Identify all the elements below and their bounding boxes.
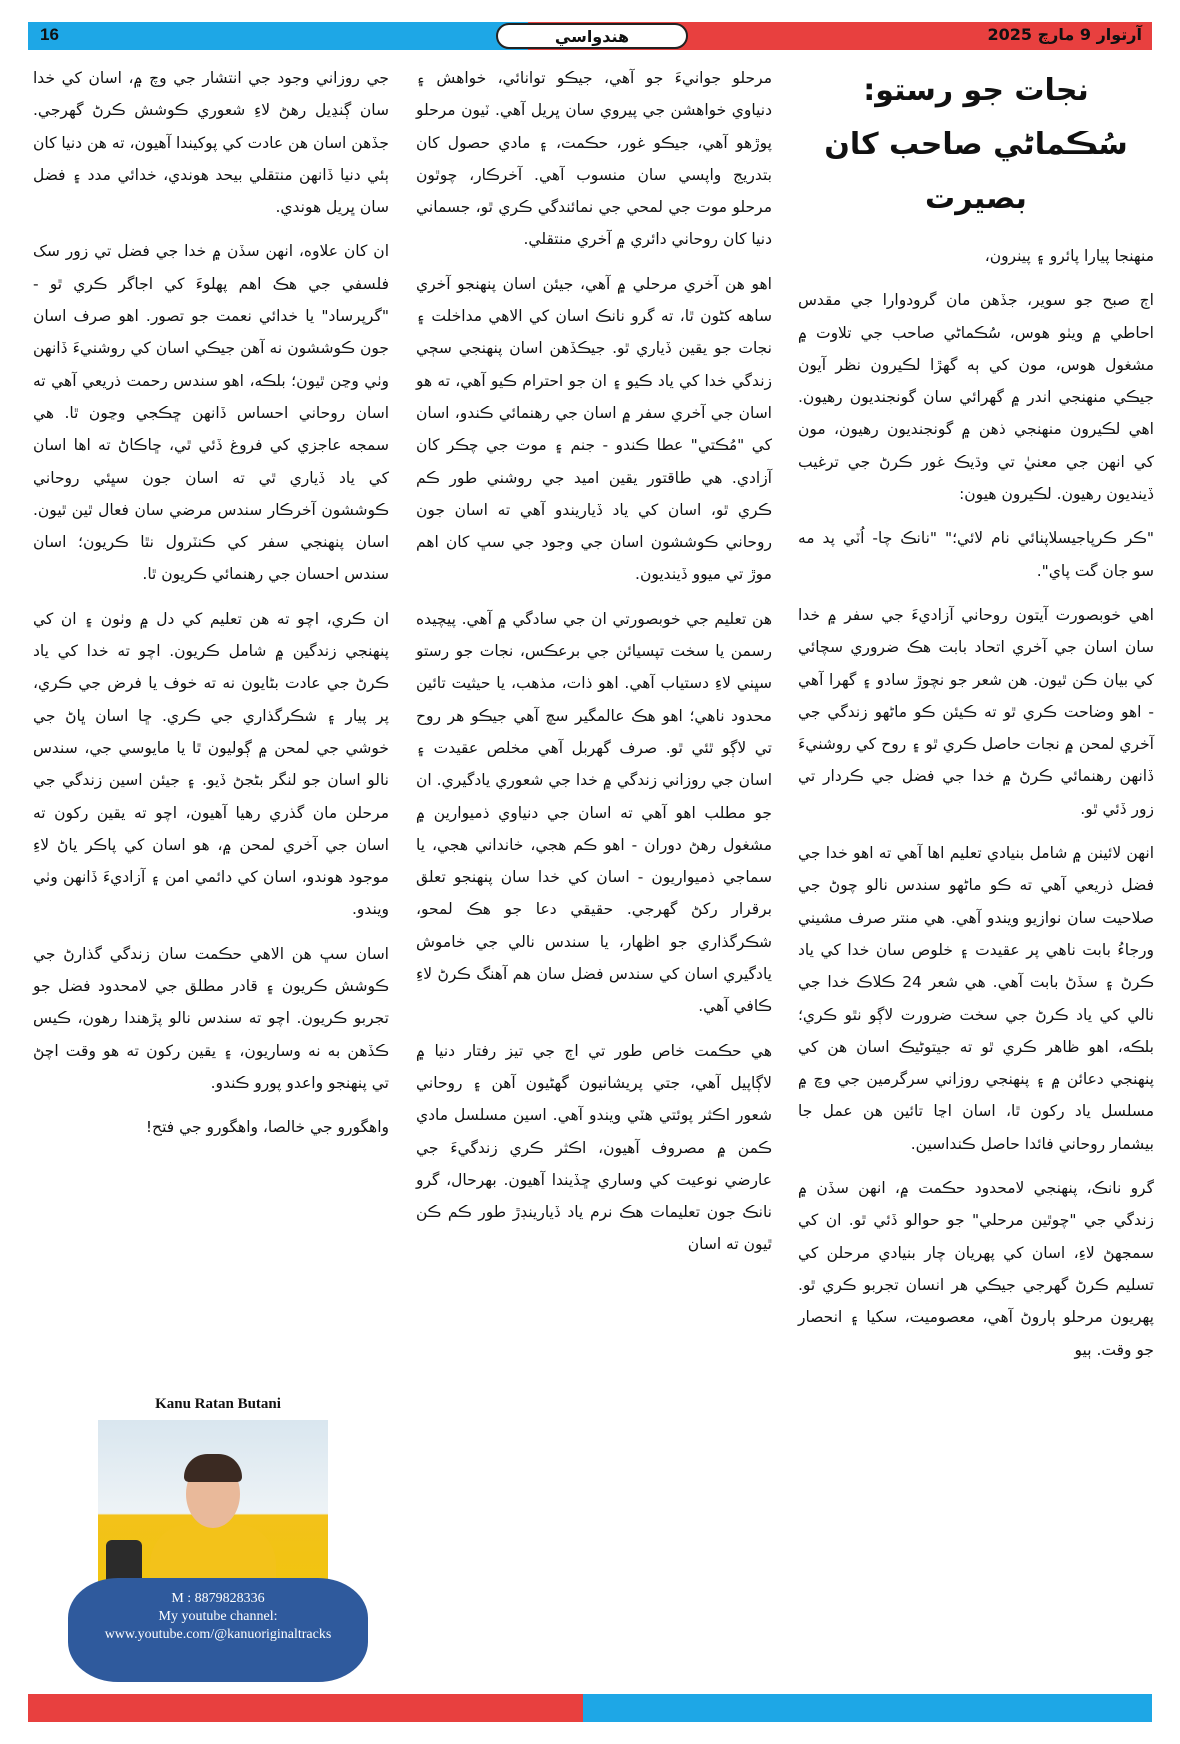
author-photo [98, 1420, 328, 1590]
article-column-left [33, 62, 389, 1156]
header-strip [28, 22, 1152, 50]
author-channel-label: My youtube channel: [158, 1609, 278, 1624]
author-block [68, 1392, 368, 1692]
salutation: منهنجا پيارا پائرو ۽ پينرون، [984, 247, 1154, 265]
paragraph: جي روزاني وجود جي انتشار جي وچ ۾، اسان کي خدا سان ڳنڍيل رهڻ لاءِ شعوري ڪوشش ڪرڻ گهرجي. جڏهن اسان هن عادت کي پوکيندا آهيون، ته هن دنيا کان ٻئي دنيا ڏانهن منتقلي بيحد هوندي، خدائي مدد ۽ فضل سان ڀريل هوندي. [33, 69, 389, 217]
author-name: Kanu Ratan Butani [155, 1396, 281, 1412]
paragraph: اهي خوبصورت آيتون روحاني آزاديءَ جي سفر ۾ خدا سان اسان جي آخري اتحاد بابت هڪ ضروري سچائي کي بيان ڪن ٿيون. هن شعر جو نچوڙ سادو ۽ گهرا آهي - اهو وضاحت ڪري ٿو ته ڪيئن ڪو ماڻهو زندگي جي آخري لمحن ۾ نجات حاصل ڪري ٿو ۽ روح کي روشنيءَ ڏانهن رهنمائي ڪرڻ ۾ خدا جي فضل جي ڪردار تي زور ڏئي ٿو. [798, 605, 1154, 818]
footer-red-bar [28, 1694, 583, 1722]
paragraph: هن تعليم جي خوبصورتي ان جي سادگي ۾ آهي. پيچيده رسمن يا سخت تپسيائن جي برعڪس، نجات جو رستو سڀني لاءِ دستياب آهي. اهو ذات، مذهب، يا حيثيت تائين محدود ناهي؛ اهو هڪ عالمگير سچ آهي جيڪو هر روح تي لاڳو ٿئي ٿو. صرف گهربل آهي مخلص عقيدت ۽ اسان جي روزاني زندگي ۾ خدا جي شعوري يادگيري. ان جو مطلب اهو آهي ته اسان جي دنياوي ذميوارين ۾ مشغول رهڻ دوران - اهو ڪم هجي، خانداني هجي، يا سماجي ذميواريون - اسان کي خدا سان پنهنجو تعلق برقرار رکڻ گهرجي. حقيقي دعا جو هڪ لمحو، شڪرگذاري جو اظهار، يا سندس نالي جي خاموش يادگيري اسان کي سندس فضل سان هم آهنگ ڪرڻ لاءِ ڪافي آهي. [416, 609, 772, 1016]
header-blue-bar [28, 22, 528, 50]
photo-hair [184, 1454, 242, 1482]
issue-date: آرتوار 9 مارچ 2025 [987, 25, 1142, 44]
paragraph: اهو هن آخري مرحلي ۾ آهي، جيئن اسان پنهنجو آخري ساهه کڻون ٿا، ته گرو نانڪ اسان کي الاهي مداخلت ۽ نجات جو يقين ڏياري ٿو. جيڪڏهن اسان پنهنجي سڄي زندگي خدا کي ياد ڪيو ۽ ان جو احترام ڪيو آهي، ته هو اسان جي آخري سفر ۾ اسان جي رهنمائي ڪندو، اسان کي "مُڪتي" عطا ڪندو - جنم ۽ موت جي چڪر کان آزادي. هي طاقتور يقين اميد جي روشني طور ڪم ڪري ٿو، اسان کي ياد ڏياريندو آهي ته اسان جون روحاني ڪوششون اسان جي وجود جي سڀ کان اهم موڙ تي ميوو ڏينديون. [416, 274, 772, 584]
paragraph: هي حڪمت خاص طور تي اڄ جي تيز رفتار دنيا ۾ لاڳاپيل آهي، جتي پريشانيون گهڻيون آهن ۽ روحاني شعور اڪثر پوئتي هٽي ويندو آهي. اسين مسلسل مادي ڪمن ۾ مصروف آهيون، اڪثر ڪري زندگيءَ جي عارضي نوعيت کي وساري ڇڏيندا آهيون. بهرحال، گرو نانڪ جون تعليمات هڪ نرم ياد ڏيارينڊڙ طور ڪم ڪن ٿيون ته اسان [416, 1041, 772, 1254]
paragraph: ان کان علاوه، انهن سڏن ۾ خدا جي فضل تي زور سک فلسفي جي هڪ اهم پهلوءَ کي اجاگر ڪري ٿو - "گرپرساد" يا خدائي نعمت جو تصور. اهو صرف اسان جون ڪوششون نه آهن جيڪي اسان کي روشنيءَ ڏانهن وٺي وڃن ٿيون؛ بلڪه، اهو سندس رحمت ذريعي آهي ته اسان روحاني احساس ڏانهن ڇڪجي وڃون ٿا. هي سمجه عاجزي کي فروغ ڏئي ٿي، ڇاڪاڻ ته اها اسان کي ياد ڏياري ٿي ته اسان جون سڀئي روحاني ڪوششون آخرڪار سندس مرضي سان فعال ٿين ٿيون. اسان پنهنجي سفر کي ڪنٽرول نٿا ڪريون؛ اسان سندس احسان جي رهنمائي ڪريون ٿا. [33, 242, 389, 584]
paragraph: اسان سڀ هن الاهي حڪمت سان زندگي گذارڻ جي ڪوشش ڪريون ۽ قادر مطلق جي لامحدود فضل جو تجربو ڪريون. اچو ته سندس نالو پڙهندا رهون، ڪيس ڪڏهن به نه وساريون، ۽ يقين رکون ته هو وقت اچڻ تي پنهنجو واعدو پورو ڪندو. [33, 944, 389, 1092]
article-column-right [798, 62, 1154, 1378]
page-number: 16 [40, 25, 59, 44]
footer-blue-bar [583, 1694, 1152, 1722]
article-title: نجات جو رستو: سُڪماڻي صاحب کان بصيرت [824, 73, 1128, 216]
article-column-middle [416, 62, 772, 1273]
paragraph: انهن لائينن ۾ شامل بنيادي تعليم اها آهي ته اهو خدا جي فضل ذريعي آهي ته ڪو ماڻهو سندس نالو چوڻ جي صلاحيت سان نوازيو ويندو آهي. هي منتر صرف مشيني ورجاءُ بابت ناهي پر عقيدت ۽ خلوص سان خدا کي ياد ڪرڻ ۽ سڏڻ بابت آهي. هي شعر 24 ڪلاڪ خدا جي نالي کي ياد ڪرڻ جي سخت ضرورت لاڳو نٿو ڪري؛ بلڪه، اهو ظاهر ڪري ٿو ته جيتوڻيڪ اسان هن کي پنهنجي دعائن ۾ ۽ پنهنجي روزاني سرگرمين جي وچ ۾ مسلسل ياد رکون ٿا، اسان اڃا تائين هن عمل جا بيشمار روحاني فائدا حاصل ڪنداسين. [798, 844, 1155, 1153]
footer-strip [28, 1694, 1152, 1722]
paragraph: اڄ صبح جو سوير، جڏهن مان گرودوارا جي مقدس احاطي ۾ ويٺو هوس، سُڪماڻي صاحب جي تلاوت ۾ مشغول هوس، مون کي ٻه گهڙا لڪيرون نظر آيون جيڪي منهنجي اندر ۾ گهرائي سان گونجنديون رهيون. اهي لڪيرون منهنجي ذهن ۾ گونجنديون رهيون، مون کي انهن جي معنيٰ تي وڌيڪ غور ڪرڻ جي ترغيب ڏينديون رهيون. لڪيرون هيون: [798, 291, 1154, 504]
author-mobile: M : 8879828336 [171, 1591, 265, 1606]
paragraph: "ڪر ڪرپاجيسلاپنائي نام لائي؛" "نانڪ چا- اُٽي پد مه سو جان گت پاي". [798, 529, 1154, 580]
paragraph: ان ڪري، اچو ته هن تعليم کي دل ۾ وٺون ۽ ان کي پنهنجي زندگين ۾ شامل ڪريون. اچو ته خدا کي ياد ڪرڻ جي عادت بڻايون نه ته خوف يا فرض جي ڪري، پر پيار ۽ شڪرگذاري جي ڪري. ڇا اسان ڀاڻ جي خوشي جي لمحن ۾ ڳوليون ٿا يا مايوسي جي، سندس نالو اسان جو لنگر بڻجڻ ڏيو. ۽ جيئن اسين زندگي جي مرحلن مان گذري رهيا آهيون، اچو ته يقين رکون ته اسان جي آخري لمحن ۾، هو اسان کي پاڪر ياڻ لاءِ موجود هوندو، اسان کي دائمي امن ۽ آزاديءَ ڏانهن وٺي ويندو. [33, 609, 389, 919]
author-channel-url[interactable]: www.youtube.com/@kanuoriginaltracks [104, 1627, 332, 1642]
paragraph: مرحلو جوانيءَ جو آهي، جيڪو توانائي، خواهش ۽ دنياوي خواهشن جي پيروي سان ڀريل آهي. ٽيون مرحلو پوڙهو آهي، جيڪو غور، حڪمت، ۽ مادي حصول کان بتدريج واپسي سان منسوب آهي. آخرڪار، چوٿون مرحلو موت جي لمحي جي نمائندگي ڪري ٿو، جسماني دنيا کان روحاني دائري ۾ آخري منتقلي. [416, 69, 772, 249]
masthead-logo: هندواسي [496, 23, 688, 49]
closing-line: واهگورو جي خالصا، واهگورو جي فتح! [145, 1118, 389, 1137]
paragraph: گرو نانڪ، پنهنجي لامحدود حڪمت ۾، انهن سڏن ۾ زندگي جي "چوٿين مرحلي" جو حوالو ڏئي ٿو. ان کي سمجهڻ لاءِ، اسان کي پهريان چار بنيادي مرحلن کي تسليم ڪرڻ گهرجي جيڪي هر انسان تجربو ڪري ٿو. پهريون مرحلو ٻاروڻ آهي، معصوميت، سکيا ۽ انحصار جو وقت. ٻيو [798, 1179, 1154, 1359]
author-contact-badge [68, 1578, 368, 1682]
